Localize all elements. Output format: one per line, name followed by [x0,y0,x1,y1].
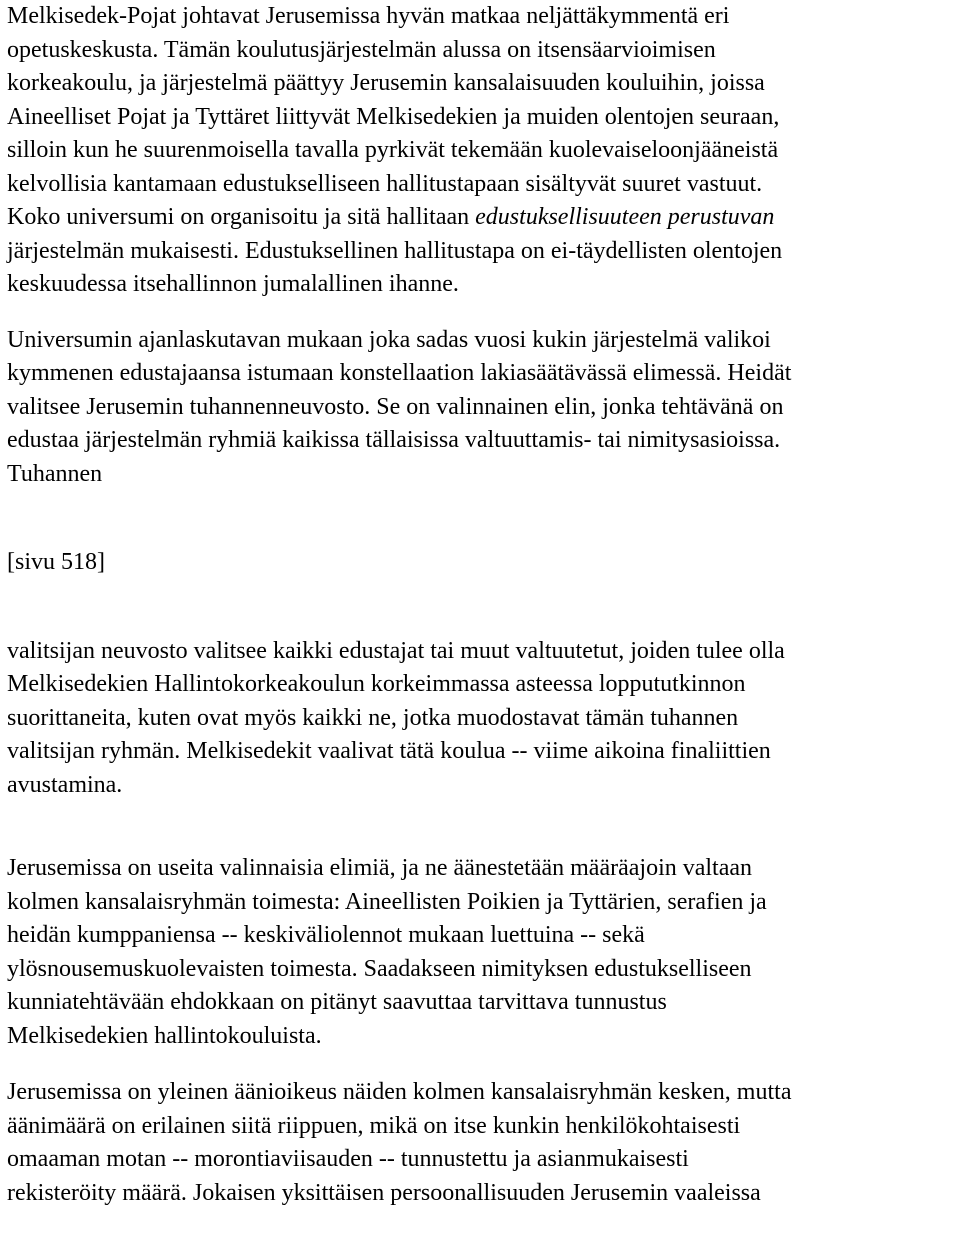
text-line: Tuhannen [7,460,103,487]
text-line: Jerusemissa on yleinen äänioikeus näiden kolmen kansalaisryhmän kesken, mutta [7,1079,792,1105]
text-line: avustamina. [7,771,123,798]
text-span: Koko universumi on organisoitu ja sitä hallitaan [7,204,476,230]
paragraph-4 [7,852,957,1053]
text-line: silloin kun he suurenmoisella tavalla pyrkivät tekemään kuolevaiseloonjääneistä [7,137,779,163]
text-line: kymmenen edustajaansa istumaan konstellaation lakiasäätävässä elimessä. Heidät [7,360,792,386]
text-line: Melkisedekien hallintokouluista. [7,1022,322,1049]
text-line: valitsijan ryhmän. Melkisedekit vaalivat tätä koulua -- viime aikoina finaliittien [7,738,771,764]
text-line: järjestelmän mukaisesti. Edustuksellinen hallitustapa on ei-täydellisten olentojen [7,237,783,264]
text-line: valitsee Jerusemin tuhannenneuvosto. Se on valinnainen elin, jonka tehtävänä on [7,393,784,420]
text-line: ylösnousemuskuolevaisten toimesta. Saadakseen nimityksen edustukselliseen [7,955,752,982]
paragraph-2 [7,324,957,492]
text-line: Jerusemissa on useita valinnaisia elimiä, ja ne äänestetään määräajoin valtaan [7,855,753,881]
text-line: heidän kumppaniensa -- keskiväliolennot mukaan luettuina -- sekä [7,922,645,948]
text-line: Universumin ajanlaskutavan mukaan joka sadas vuosi kukin järjestelmä valikoi [7,326,771,353]
document-body [7,0,957,1210]
text-line: korkeakoulu, ja järjestelmä päättyy Jerusemin kansalaisuuden kouluihin, joissa [7,70,765,96]
text-line: keskuudessa itsehallinnon jumalallinen ihanne. [7,271,459,297]
text-line: rekisteröity määrä. Jokaisen yksittäisen persoonallisuuden Jerusemin vaaleissa [7,1179,761,1206]
text-line: kunniatehtävään ehdokkaan on pitänyt saavuttaa tarvittava tunnustus [7,989,667,1015]
text-line: opetuskeskusta. Tämän koulutusjärjestelmän alussa on itsensäarvioimisen [7,36,716,63]
text-line: suorittaneita, kuten ovat myös kaikki ne, jotka muodostavat tämän tuhannen [7,704,739,731]
text-line: Aineelliset Pojat ja Tyttäret liittyvät Melkisedekien ja muiden olentojen seuraan, [7,103,780,130]
paragraph-5 [7,1076,957,1210]
text-line: kelvollisia kantamaan edustukselliseen hallitustapaan sisältyvät suuret vastuut. [7,170,763,197]
text-line: Melkisedekien Hallintokorkeakoulun korkeimmassa asteessa loppututkinnon [7,671,746,697]
paragraph-1 [7,0,957,302]
text-line [7,201,957,235]
paragraph-3 [7,635,957,803]
text-line: Melkisedek-Pojat johtavat Jerusemissa hyvän matkaa neljättäkymmentä eri [7,3,730,29]
text-line: edustaa järjestelmän ryhmiä kaikissa tällaisissa valtuuttamis- tai nimitysasioissa. [7,427,781,453]
text-line: kolmen kansalaisryhmän toimesta: Aineellisten Poikien ja Tyttärien, serafien ja [7,888,767,915]
text-line: äänimäärä on erilainen siitä riippuen, mikä on itse kunkin henkilökohtaisesti [7,1112,741,1139]
text-line: omaaman motan -- morontiaviisauden -- tunnustettu ja asianmukaisesti [7,1146,689,1172]
page-marker-block [7,546,957,580]
text-line: valitsijan neuvosto valitsee kaikki edustajat tai muut valtuutetut, joiden tulee olla [7,637,785,664]
emphasized-text: edustuksellisuuteen perustuvan [475,204,775,230]
page-marker: [sivu 518] [7,549,105,575]
